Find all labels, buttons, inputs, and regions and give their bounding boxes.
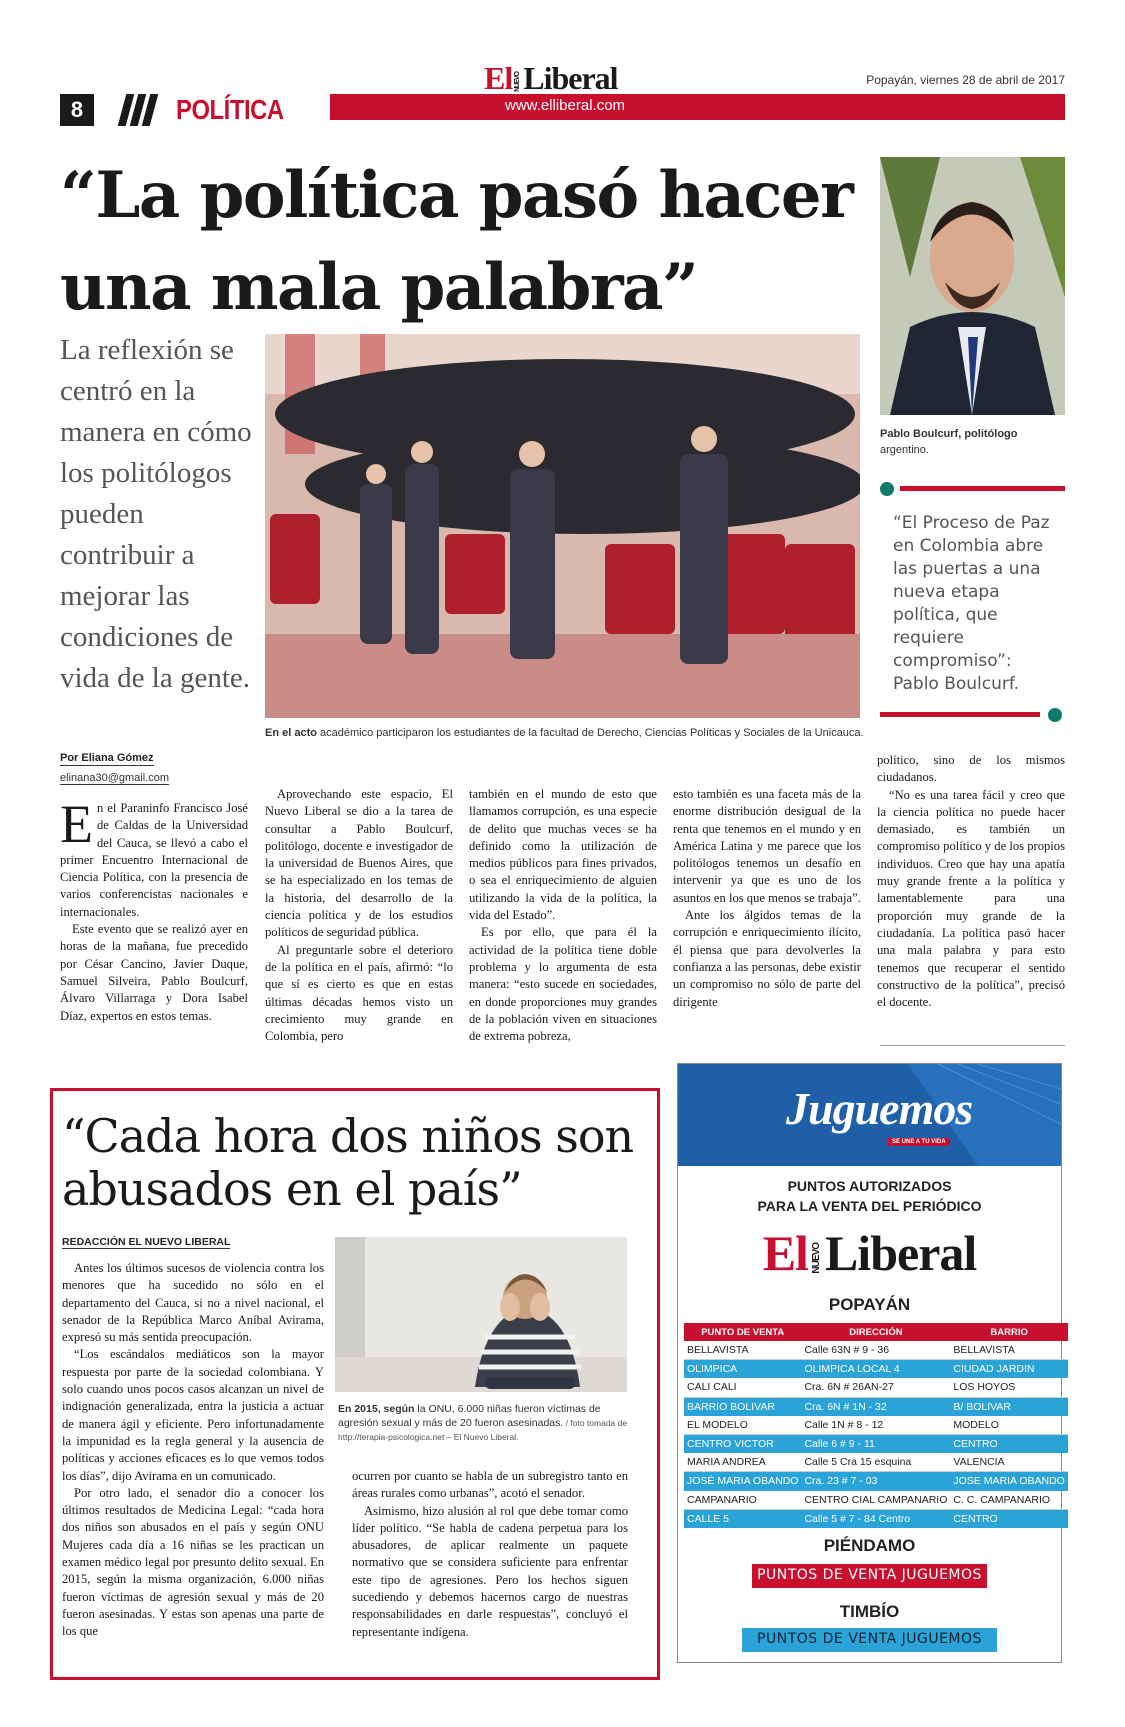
box-column-2 [352, 1468, 628, 1641]
ad-text-line2: PARA LA VENTA DEL PERIÓDICO [757, 1198, 982, 1214]
table-row: BARRIO BOLIVAR Cra. 6N # 1N - 32 B/ BOLIVAR [684, 1397, 1068, 1416]
table-row: CALI CALI Cra. 6N # 26AN-27 LOS HOYOS [684, 1378, 1068, 1397]
website-link[interactable]: www.elliberal.com [505, 97, 626, 114]
ad-logo [678, 1224, 1061, 1282]
table-header: DIRECCIÓN [801, 1323, 950, 1341]
paragraph: Por otro lado, el senador dio a conocer los últimos resultados de Medicina Legal: “cada hora dos niños son abusados en el país y según ONU Mujeres cada día a 16 niñas se les practican un examen médico legal por presunto delito sexual. En 2015, según la misma organización, 6.000 niñas fueron víctimas de agresión sexual y más de 20 fueron asesinadas. Y estas son apenas una parte de los que [62, 1485, 324, 1639]
ad-city-timbio: TIMBÍO [839, 1602, 900, 1621]
portrait-photo [880, 157, 1065, 415]
issue-date: Popayán, viernes 28 de abril de 2017 [866, 73, 1065, 87]
paragraph: Este evento que se realizó ayer en horas de la mañana, fue precedido por César Cancino, Javier Duque, Samuel Silveira, Pablo Boulcurf, Álvaro Villarraga y Dora Isabel Díaz, expertos en estos temas. [60, 922, 248, 1023]
table-header: PUNTO DE VENTA [684, 1323, 801, 1341]
ad-logo-liberal: Liberal [824, 1225, 977, 1281]
box-caption-lead: En 2015, según [338, 1403, 415, 1415]
table-row: OLIMPICA OLIMPICA LOCAL 4 CIUDAD JARDIN [684, 1360, 1068, 1379]
table-header-row [684, 1323, 1068, 1341]
logo-liberal: Liberal [523, 60, 618, 96]
logo-el: El [484, 60, 513, 96]
pullquote-rule [900, 486, 1065, 491]
sales-points-table [684, 1323, 1068, 1528]
section-title: POLÍTICA [176, 94, 284, 125]
ad-logo-el: El [762, 1225, 808, 1281]
paragraph: también en el mundo de esto que llamamos corrupción, es una especie de delito que muchas veces se ha definido como la utilización de medios públicos para fines privados, o sea el enriquecimiento de alguien utilizando la vida de la política, la vida del Estado”. [469, 787, 657, 923]
box-headline: “Cada hora dos niños son abusados en el país” [62, 1109, 634, 1216]
table-row: CALLE 5 Calle 5 # 7 - 84 Centro CENTRO [684, 1509, 1068, 1528]
timbio-points-badge: PUNTOS DE VENTA JUGUEMOS [742, 1628, 997, 1652]
ad-brand: Juguemos [786, 1083, 973, 1134]
paragraph: Ante los álgidos temas de la corrupción e enriquecimiento ilícito, él piensa que para devolverles la confianza a las personas, debe existir un compromiso no sólo de parte del dirigente [673, 908, 861, 1009]
caption-lead: En el acto [265, 727, 317, 739]
ad-tagline: SE UNE A TU VIDA [888, 1138, 950, 1146]
header-red-bar [330, 94, 1065, 120]
table-row: JOSÉ MARIA OBANDO Cra. 23 # 7 - 03 JOSE MARIA OBANDO [684, 1472, 1068, 1491]
paragraph: Es por ello, que para él la actividad de la política tiene doble problema y lo argumenta de esta manera: “esto sucede en sociedades, en donde proporciones muy grandes de la población viven en situaciones de extrema pobreza, [469, 925, 657, 1044]
paragraph: Al preguntarle sobre el deterioro de la política en el país, afirmó: “lo que sí es cierto es que en estas últimas décadas hemos visto un crecimiento muy grande en Colombia, pero [265, 942, 453, 1044]
pullquote-rule [880, 712, 1040, 717]
portrait-caption [880, 426, 1065, 458]
table-row: EL MODELO Calle 1N # 8 - 12 MODELO [684, 1416, 1068, 1435]
paragraph: político, sino de los mismos ciudadanos. [877, 753, 1065, 785]
table-row: MARIA ANDREA Calle 5 Cra 15 esquina VALENCIA [684, 1453, 1068, 1472]
event-photo [265, 334, 860, 718]
box-column-1 [62, 1260, 324, 1641]
paragraph: Asimismo, hizo alusión al rol que debe tomar como líder político. “Se habla de cadena perpetua para los abusadores, de aplicar realmente un paquete normativo que se considera suficiente para enfrentar este tipo de agresiones. Pero los hechos siguen sucediendo y debemos hacernos cargo de nuestras responsabilidades en darle respuestas”, concluyó el representante indígena. [352, 1503, 628, 1639]
pullquote-dot [880, 482, 894, 496]
table-row: CENTRO VICTOR Calle 6 # 9 - 11 CENTRO [684, 1434, 1068, 1453]
article-column-2 [265, 786, 453, 1045]
pullquote: “El Proceso de Paz en Colombia abre las puertas a una nueva etapa política, que requiere compromiso”: Pablo Boulcurf. [893, 513, 1050, 694]
paragraph: esto también es una faceta más de la enorme distribución desigual de la renta que tenemos en el mundo y en América Latina y me parece que los politólogos tenemos un desafío en intervenir ya que es uno de los asuntos en los que menos se trabaja”. [673, 787, 861, 905]
article-column-4 [673, 786, 861, 1011]
column-separator [880, 1045, 1065, 1046]
author-email[interactable]: elinana30@gmail.com [60, 772, 170, 784]
paragraph: Antes los últimos sucesos de violencia contra los menores que ha sucedido no sólo en el departamento del Cauca, si no a nivel nacional, el senador de la República Marco Aníbal Avirama, expresó su más sentida preocupación. [62, 1261, 324, 1345]
table-header: BARRIO [950, 1323, 1067, 1341]
box-byline: REDACCIÓN EL NUEVO LIBERAL [62, 1236, 231, 1248]
ad-city-popayan: POPAYÁN [828, 1295, 911, 1314]
ad-logo-nuevo: NUEVO [810, 1243, 822, 1274]
paragraph: “No es una tarea fácil y creo que la ciencia política no puede hacer demasiado, es también un compromiso político y de los propios individuos. Creo que hay una apatía muy grande frente a la política y lamentablemente para una proporción muy grande de la ciudadanía. La política pasó hacer una mala palabra y para esto tenemos que recuperar el sentido constructivo de la política”, precisó el docente. [877, 787, 1065, 1010]
byline: Por Eliana Gómez [60, 752, 154, 764]
ad-banner [678, 1064, 1061, 1166]
article-column-3 [469, 786, 657, 1045]
paragraph: ocurren por cuanto se habla de un subregistro tanto en áreas rurales como urbanas”, acotó el senador. [352, 1469, 628, 1501]
logo-nuevo: NUEVO [514, 71, 522, 92]
box-caption-source: / foto tomada de http://terapia-psicologica.net – El Nuevo Liberal. [338, 1418, 628, 1442]
article-deck: La reflexión se centró en la manera en cómo los politólogos pueden contribuir a mejorar las condiciones de vida de la gente. [60, 334, 252, 694]
child-photo [335, 1237, 627, 1392]
event-photo-caption [265, 727, 865, 739]
portrait-caption-lead: Pablo Boulcurf, politólogo [880, 428, 1018, 440]
child-photo-caption [338, 1402, 628, 1444]
table-row: CAMPANARIO CENTRO CIAL CAMPANARIO C. C. CAMPANARIO [684, 1491, 1068, 1510]
paragraph: En el Paraninfo Francisco José de Caldas de la Universidad del Cauca, se llevó a cabo el primer Encuentro Internacional de Ciencia Política, con la presencia de varios conferencistas nacionales e internacionales. [60, 794, 248, 919]
piendamo-points-badge: PUNTOS DE VENTA JUGUEMOS [752, 1564, 987, 1588]
article-column-5 [877, 752, 1065, 1011]
pullquote-dot [1048, 708, 1062, 722]
paragraph: Aprovechando este espacio, El Nuevo Liberal se dio a la tarea de consultar a Pablo Boulcurf, politólogo, docente e investigador de la universidad de Buenos Aires, que se ha especializado en los temas de la historia, del desarrollo de la ciencia política y de los estudios políticos de seguridad pública. [265, 787, 453, 940]
table-row: BELLAVISTA Calle 63N # 9 - 36 BELLAVISTA [684, 1341, 1068, 1360]
caption-text: académico participaron los estudiantes de la facultad de Derecho, Ciencias Políticas y Sociales de la Unicauca. [316, 727, 864, 739]
ad-text-line1: PUNTOS AUTORIZADOS [787, 1178, 952, 1194]
page-number: 8 [60, 94, 94, 126]
article-column-1 [60, 794, 248, 1025]
masthead-logo [484, 60, 618, 97]
portrait-caption-text: argentino. [880, 444, 929, 456]
main-headline: “La política pasó hacer una mala palabra” [60, 158, 853, 325]
ad-city-piendamo: PIÉNDAMO [823, 1536, 916, 1555]
box-caption-text: la ONU, 6.000 niñas fueron víctimas de agresión sexual y más de 20 fueron asesinadas. [338, 1403, 601, 1429]
paragraph: “Los escándalos mediáticos son la mayor respuesta por parte de la sociedad colombiana. Y solo cuando unos pocos casos alcanzan un nivel de indignación generalizada, entra la justicia a actuar de manera ágil y eficiente. Pero infortunadamente la impunidad es la regla general y la ausencia de políticas y acciones eficaces es lo que vemos todos los días”, dijo Avirama en un comunicado. [62, 1347, 324, 1483]
dropcap: E [60, 794, 93, 854]
